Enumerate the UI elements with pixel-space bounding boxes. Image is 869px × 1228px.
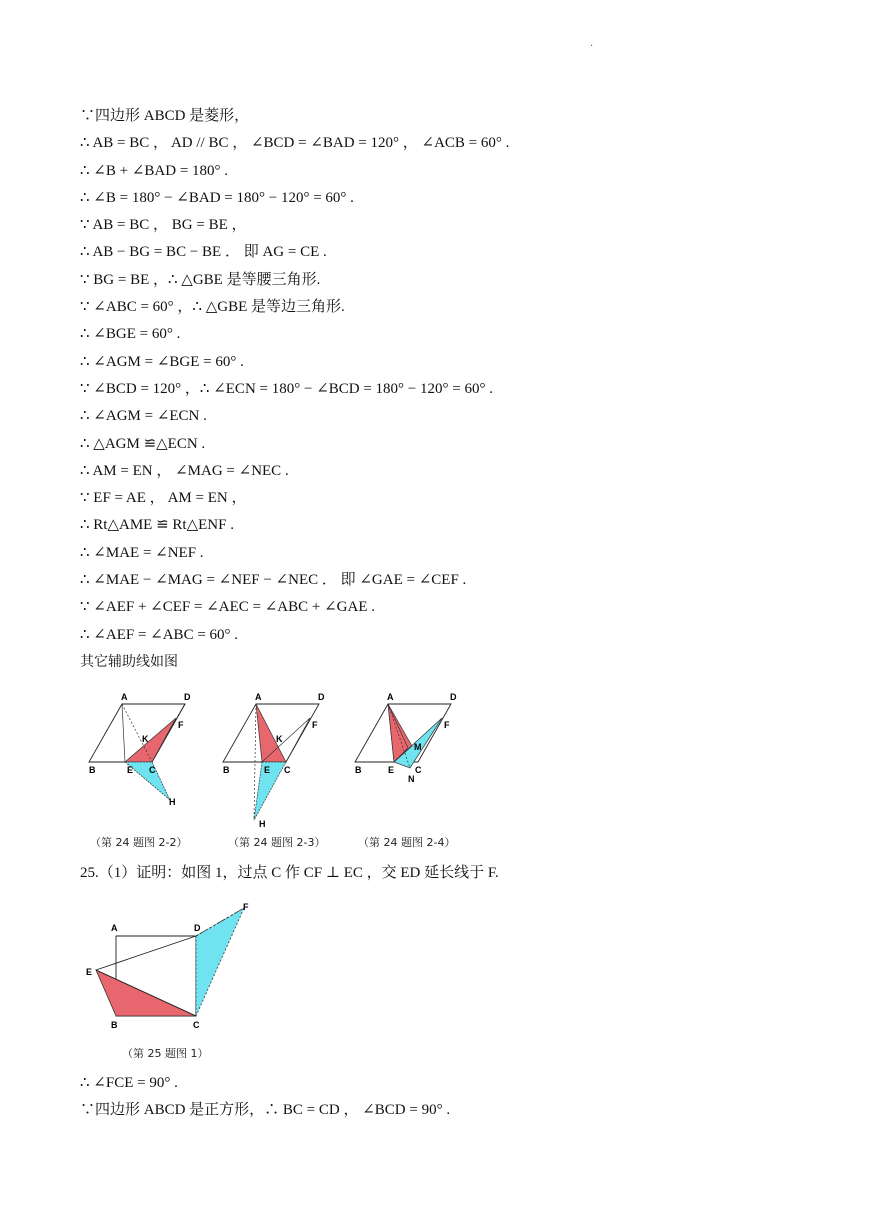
label-D: D xyxy=(318,692,325,702)
label-K: K xyxy=(142,734,149,744)
proof-line: ∵四边形 ABCD 是菱形， xyxy=(80,108,250,124)
label-A: A xyxy=(387,692,394,702)
proof-line: ∵ ∠ABC = 60° ，∴ △GBE 是等边三角形. xyxy=(80,299,345,316)
label-A: A xyxy=(121,692,128,702)
proof-line: ∴ ∠AGM = ∠BGE = 60° . xyxy=(80,353,244,370)
label-C: C xyxy=(415,765,422,775)
caption-24-2-4: （第 24 题图 2-4） xyxy=(358,836,456,849)
proof-line: ∴ AB = BC ， AD // BC ， ∠BCD = ∠BAD = 120° ， ∠ACB = 60° . xyxy=(80,135,510,152)
proof-text xyxy=(80,103,800,676)
figure-intro: 其它辅助线如图 xyxy=(80,653,178,670)
label-A: A xyxy=(111,923,118,933)
label-H: H xyxy=(259,819,266,829)
label-B: B xyxy=(223,765,230,775)
proof-line: ∵ AB = BC ， BG = BE ， xyxy=(80,217,247,234)
label-F: F xyxy=(444,720,450,730)
proof-line: ∴ ∠AEF = ∠ABC = 60° . xyxy=(80,626,239,643)
label-K: K xyxy=(276,734,283,744)
label-B: B xyxy=(355,765,362,775)
label-D: D xyxy=(194,923,201,933)
proof-line: ∵ ∠BCD = 120° ，∴ ∠ECN = 180° − ∠BCD = 180° − 120° = 60° . xyxy=(80,380,493,397)
label-E: E xyxy=(127,765,134,775)
caption-24-2-2: （第 24 题图 2-2） xyxy=(90,836,188,849)
caption-25-1: （第 25 题图 1） xyxy=(122,1047,209,1060)
label-B: B xyxy=(89,765,96,775)
figure-25-1 xyxy=(78,898,268,1038)
label-H: H xyxy=(169,797,176,807)
label-A: A xyxy=(255,692,262,702)
label-B: B xyxy=(111,1020,118,1030)
proof-line: ∴ △AGM ≌△ECN . xyxy=(80,435,206,452)
proof-line: ∴ ∠FCE = 90° . xyxy=(80,1075,178,1091)
proof-line: ∴ AB − BG = BC − BE ． 即 AG = CE . xyxy=(80,244,327,261)
proof-line: ∴ ∠B = 180° − ∠BAD = 180° − 120° = 60° . xyxy=(80,189,354,206)
label-C: C xyxy=(284,765,291,775)
proof-line: ∴ Rt△AME ≌ Rt△ENF . xyxy=(80,517,234,534)
label-C: C xyxy=(193,1020,200,1030)
label-F: F xyxy=(178,720,184,730)
proof-line: ∴ AM = EN ， ∠MAG = ∠NEC . xyxy=(80,462,289,479)
final-proof-text xyxy=(80,1070,800,1125)
label-E: E xyxy=(388,765,395,775)
label-E: E xyxy=(86,967,93,977)
proof-line: ∵四边形 ABCD 是正方形，∴ BC = CD ， ∠BCD = 90° . xyxy=(80,1102,451,1119)
proof-line: ∴ ∠MAE = ∠NEF . xyxy=(80,544,204,561)
label-F: F xyxy=(312,720,318,730)
proof-line: ∵ EF = AE ， AM = EN ， xyxy=(80,490,247,507)
label-D: D xyxy=(184,692,191,702)
proof-line: ∴ ∠AGM = ∠ECN . xyxy=(80,408,207,425)
label-E: E xyxy=(264,765,271,775)
caption-24-2-3: （第 24 题图 2-3） xyxy=(228,836,326,849)
figure-24-2-2 xyxy=(80,686,210,816)
proof-line: ∴ ∠BGE = 60° . xyxy=(80,326,181,343)
proof-line: ∵ ∠AEF + ∠CEF = ∠AEC = ∠ABC + ∠GAE . xyxy=(80,599,375,616)
label-M: M xyxy=(414,742,422,752)
proof-line: ∴ ∠B + ∠BAD = 180° . xyxy=(80,162,229,179)
proof-line: ∴ ∠MAE − ∠MAG = ∠NEF − ∠NEC ． 即 ∠GAE = ∠CEF . xyxy=(80,572,467,589)
proof-line: ∵ BG = BE ，∴ △GBE 是等腰三角形. xyxy=(80,271,321,288)
q25-statement: 25.（1）证明：如图 1，过点 C 作 CF ⊥ EC ，交 ED 延长线于 F. xyxy=(80,865,499,881)
label-D: D xyxy=(450,692,457,702)
label-F: F xyxy=(243,902,249,912)
header-mark: . xyxy=(590,38,594,49)
label-N: N xyxy=(408,774,415,784)
figure-24-2-3 xyxy=(214,686,344,831)
label-C: C xyxy=(149,765,156,775)
figure-24-2-4 xyxy=(346,686,476,816)
